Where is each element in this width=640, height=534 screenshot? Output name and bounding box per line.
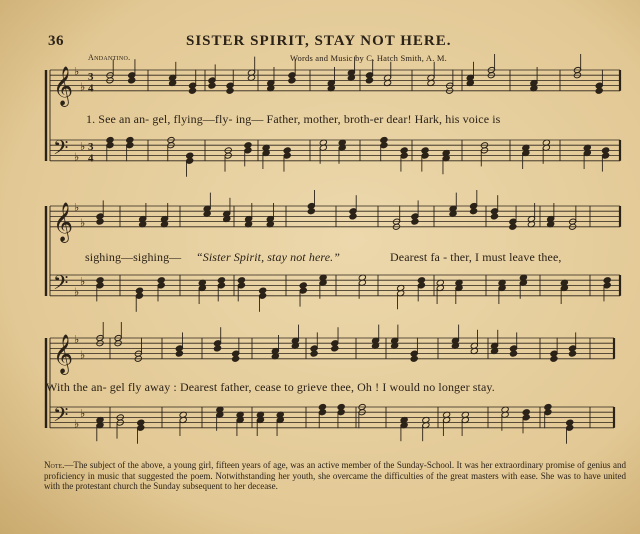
flat-icon: ♭ xyxy=(80,216,86,230)
note-head xyxy=(349,213,357,220)
note-head xyxy=(470,208,478,215)
note-head xyxy=(175,350,183,357)
treble-clef-icon: 𝄞 xyxy=(53,333,74,374)
note-head xyxy=(232,355,240,362)
hymn-title: SISTER SPIRIT, STAY NOT HERE. xyxy=(186,33,452,49)
note-head xyxy=(410,355,418,362)
footnote xyxy=(44,460,626,492)
note-head xyxy=(365,77,373,84)
note-head xyxy=(96,218,104,225)
note-head xyxy=(310,350,318,357)
note-head xyxy=(509,350,517,357)
footnote-text: —The subject of the above, a young girl, fifteen years of age, was an active member of the Sunday-School. It was her extraordinary promise of genius and proficiency in music that suggested the poem. Notwithstanding her youth, she overcame the difficulties of the great masters with ease. She was to have united with the protestant church the Sunday subsequent to her decease. xyxy=(44,460,626,492)
note-head xyxy=(226,87,234,94)
time-signature-top: 3 xyxy=(88,70,94,83)
bass-clef-icon: 𝄢 xyxy=(53,135,69,164)
time-signature-bottom: 4 xyxy=(88,82,94,95)
time-signature-top: 3 xyxy=(88,140,94,153)
flat-icon: ♭ xyxy=(80,407,86,421)
flat-icon: ♭ xyxy=(74,333,80,346)
note-head xyxy=(307,208,315,215)
note-head xyxy=(288,77,296,84)
note-head xyxy=(128,77,136,84)
lyric-line-2b: “Sister Spirit, stay not here.” xyxy=(196,250,340,264)
bass-clef-icon: 𝄢 xyxy=(53,402,69,431)
flat-icon: ♭ xyxy=(80,348,86,362)
footnote-label: Note. xyxy=(44,460,65,470)
note-head xyxy=(411,218,419,225)
note-head xyxy=(188,87,196,94)
note-head xyxy=(509,223,517,230)
note-head xyxy=(331,345,339,352)
flat-icon: ♭ xyxy=(80,140,86,154)
treble-clef-icon: 𝄞 xyxy=(53,201,74,242)
note-head xyxy=(213,345,221,352)
tempo-marking: Andantino. xyxy=(88,53,131,62)
lyric-line-2a: sighing—sighing— xyxy=(85,250,182,264)
bass-clef-icon: 𝄢 xyxy=(53,270,69,299)
flat-icon: ♭ xyxy=(80,275,86,289)
lyric-line-2c: Dearest fa - ther, I must leave thee, xyxy=(390,250,562,264)
time-signature-bottom: 4 xyxy=(88,152,94,165)
note-head xyxy=(550,355,558,362)
note-head xyxy=(208,82,216,89)
flat-icon: ♭ xyxy=(74,65,80,78)
note-head xyxy=(568,350,576,357)
flat-icon: ♭ xyxy=(74,417,80,431)
page-number: 36 xyxy=(48,33,64,49)
flat-icon: ♭ xyxy=(74,285,80,299)
note-head xyxy=(595,87,603,94)
lyric-line-3: With the an- gel fly away : Dearest father, cease to grieve thee, Oh ! I would no longer stay. xyxy=(46,380,495,394)
note-head xyxy=(490,213,498,220)
flat-icon: ♭ xyxy=(80,80,86,94)
flat-icon: ♭ xyxy=(74,201,80,214)
treble-clef-icon: 𝄞 xyxy=(53,65,74,106)
author-credit: Words and Music by C. Hatch Smith, A. M. xyxy=(290,53,448,63)
flat-icon: ♭ xyxy=(74,150,80,164)
lyric-line-1: 1. See an an- gel, flying—fly- ing— Father, mother, broth-er dear! Hark, his voice is xyxy=(86,112,501,126)
